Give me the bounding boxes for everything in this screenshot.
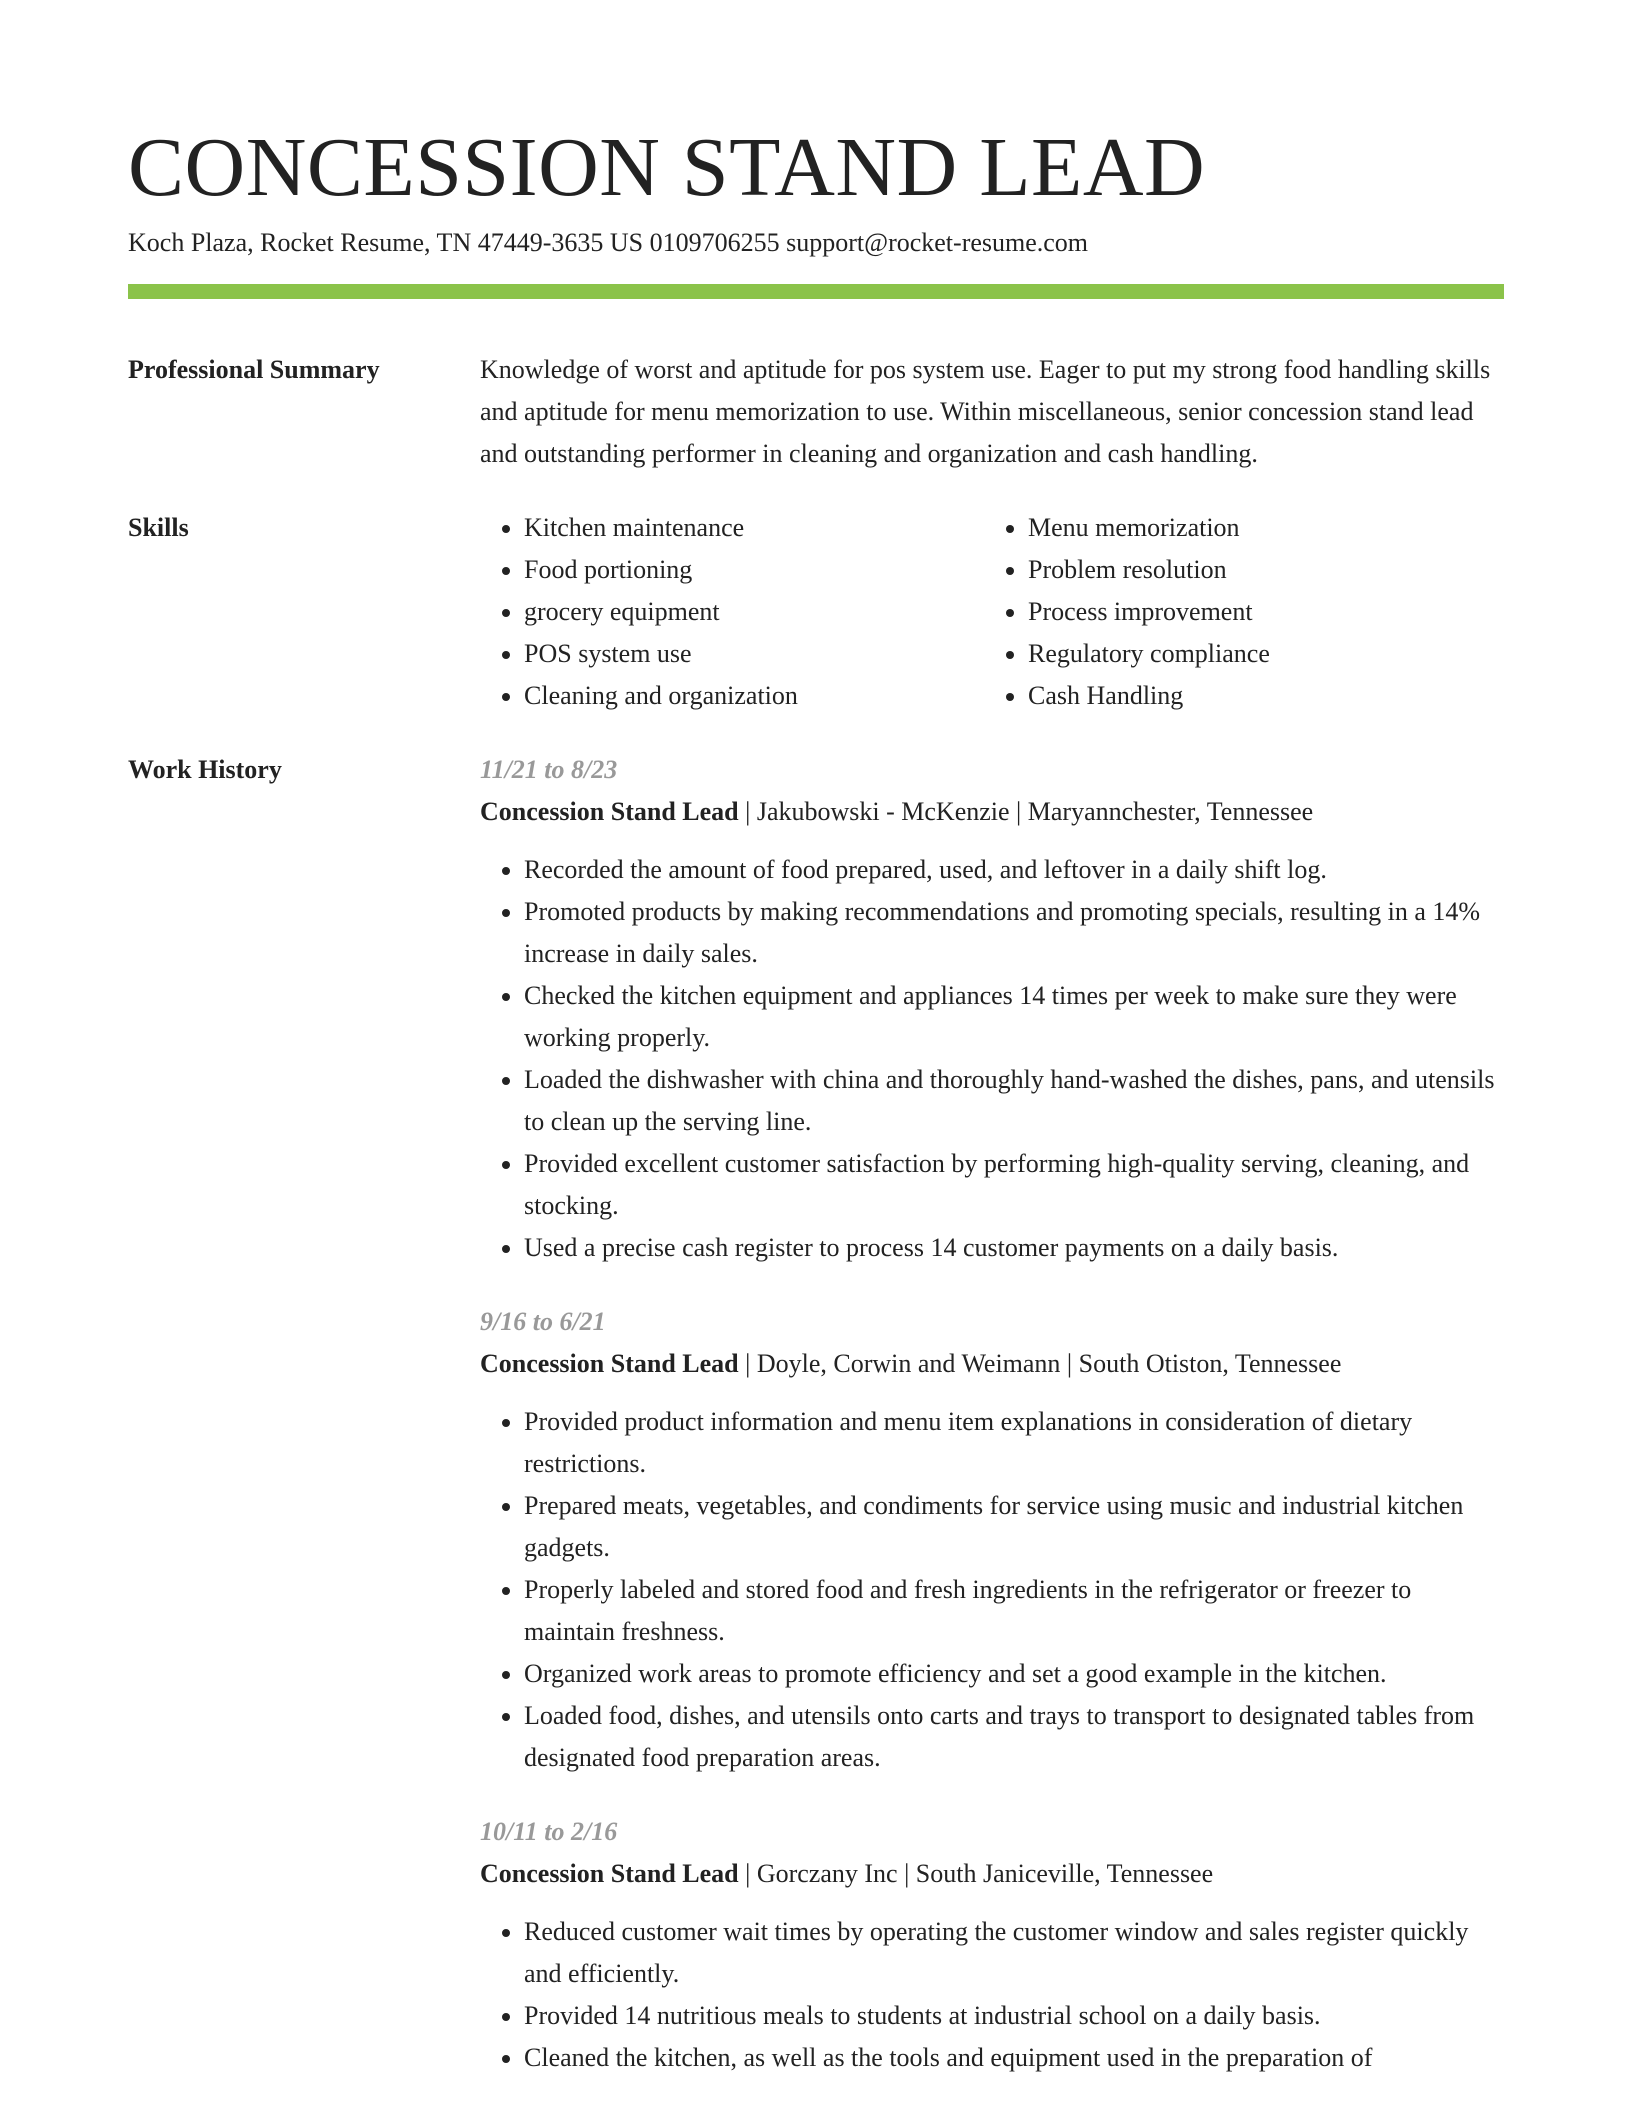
duty-item: • Loaded the dishwasher with china and thoroughly hand-washed the dishes, pans, and utensils to clean up the serving line. bbox=[524, 1059, 1504, 1143]
contact-phone: 0109706255 bbox=[649, 228, 787, 257]
skill-item: • Problem resolution bbox=[1028, 549, 1488, 591]
skills-section bbox=[128, 507, 1504, 717]
job-title: Concession Stand Lead bbox=[480, 1349, 739, 1378]
contact-email: support@rocket-resume.com bbox=[786, 228, 1089, 257]
job-title-line bbox=[480, 1853, 1504, 1895]
skill-item: • Process improvement bbox=[1028, 591, 1488, 633]
contact-address: Koch Plaza, Rocket Resume, TN 47449-3635 US bbox=[128, 228, 650, 257]
summary-text: Knowledge of worst and aptitude for pos system use. Eager to put my strong food handling skills and aptitude for menu memorization to use. Within miscellaneous, senior concession stand lead and outstanding performer in cleaning and organization and cash handling. bbox=[480, 355, 1491, 468]
header-divider bbox=[128, 284, 1504, 299]
duty-item: • Promoted products by making recommendations and promoting specials, resulting in a 14% increase in daily sales. bbox=[524, 891, 1504, 975]
skill-item: • Regulatory compliance bbox=[1028, 633, 1488, 675]
skill-item: • Food portioning bbox=[524, 549, 984, 591]
professional-summary-section bbox=[128, 349, 1504, 475]
contact-line bbox=[128, 226, 1504, 260]
job-entry-1 bbox=[480, 749, 1504, 1269]
skill-item: • grocery equipment bbox=[524, 591, 984, 633]
duty-item: • Organized work areas to promote efficiency and set a good example in the kitchen. bbox=[524, 1653, 1504, 1695]
job-employer-location: | Doyle, Corwin and Weimann | South Otiston, Tennessee bbox=[738, 1349, 1342, 1378]
job-dates: 11/21 to 8/23 bbox=[480, 755, 618, 784]
job-employer-location: | Jakubowski - McKenzie | Maryannchester, Tennessee bbox=[738, 797, 1314, 826]
job-employer-location: | Gorczany Inc | South Janiceville, Tennessee bbox=[738, 1859, 1214, 1888]
job-title-line bbox=[480, 1343, 1504, 1385]
duty-item: • Prepared meats, vegetables, and condiments for service using music and industrial kitchen gadgets. bbox=[524, 1485, 1504, 1569]
duty-item: • Properly labeled and stored food and fresh ingredients in the refrigerator or freezer to maintain freshness. bbox=[524, 1569, 1504, 1653]
job-dates: 10/11 to 2/16 bbox=[480, 1817, 618, 1846]
resume-page bbox=[128, 0, 1504, 2111]
duty-item: • Provided product information and menu item explanations in consideration of dietary restrictions. bbox=[524, 1401, 1504, 1485]
section-label-summary: Professional Summary bbox=[128, 355, 380, 384]
skill-item: • Menu memorization bbox=[1028, 507, 1488, 549]
duty-item: • Provided 14 nutritious meals to students at industrial school on a daily basis. bbox=[524, 1995, 1504, 2037]
section-label-skills: Skills bbox=[128, 513, 189, 542]
duty-item: • Recorded the amount of food prepared, used, and leftover in a daily shift log. bbox=[524, 849, 1504, 891]
skills-list-left bbox=[480, 507, 984, 717]
skill-item: • Kitchen maintenance bbox=[524, 507, 984, 549]
duty-item: • Used a precise cash register to process 14 customer payments on a daily basis. bbox=[524, 1227, 1504, 1269]
skill-item: • Cash Handling bbox=[1028, 675, 1488, 717]
job-duties-list bbox=[480, 1911, 1504, 2079]
duty-item: • Reduced customer wait times by operating the customer window and sales register quickly and efficiently. bbox=[524, 1911, 1504, 1995]
duty-item: • Cleaned the kitchen, as well as the tools and equipment used in the preparation of bbox=[524, 2037, 1504, 2079]
work-history-section bbox=[128, 749, 1504, 2111]
job-title: Concession Stand Lead bbox=[480, 797, 739, 826]
job-entry-2 bbox=[480, 1301, 1504, 1779]
duty-item: • Loaded food, dishes, and utensils onto carts and trays to transport to designated tables from designated food preparation areas. bbox=[524, 1695, 1504, 1779]
duty-item: • Checked the kitchen equipment and appliances 14 times per week to make sure they were working properly. bbox=[524, 975, 1504, 1059]
job-duties-list bbox=[480, 1401, 1504, 1779]
section-label-work-history: Work History bbox=[128, 755, 282, 784]
job-entry-3 bbox=[480, 1811, 1504, 2079]
job-title: Concession Stand Lead bbox=[480, 1859, 739, 1888]
job-title-line bbox=[480, 791, 1504, 833]
job-duties-list bbox=[480, 849, 1504, 1269]
job-dates: 9/16 to 6/21 bbox=[480, 1307, 606, 1336]
skill-item: • POS system use bbox=[524, 633, 984, 675]
skill-item: • Cleaning and organization bbox=[524, 675, 984, 717]
duty-item: • Provided excellent customer satisfaction by performing high-quality serving, cleaning, and stocking. bbox=[524, 1143, 1504, 1227]
skills-list-right bbox=[984, 507, 1488, 717]
candidate-name: CONCESSION STAND LEAD bbox=[128, 121, 1206, 214]
